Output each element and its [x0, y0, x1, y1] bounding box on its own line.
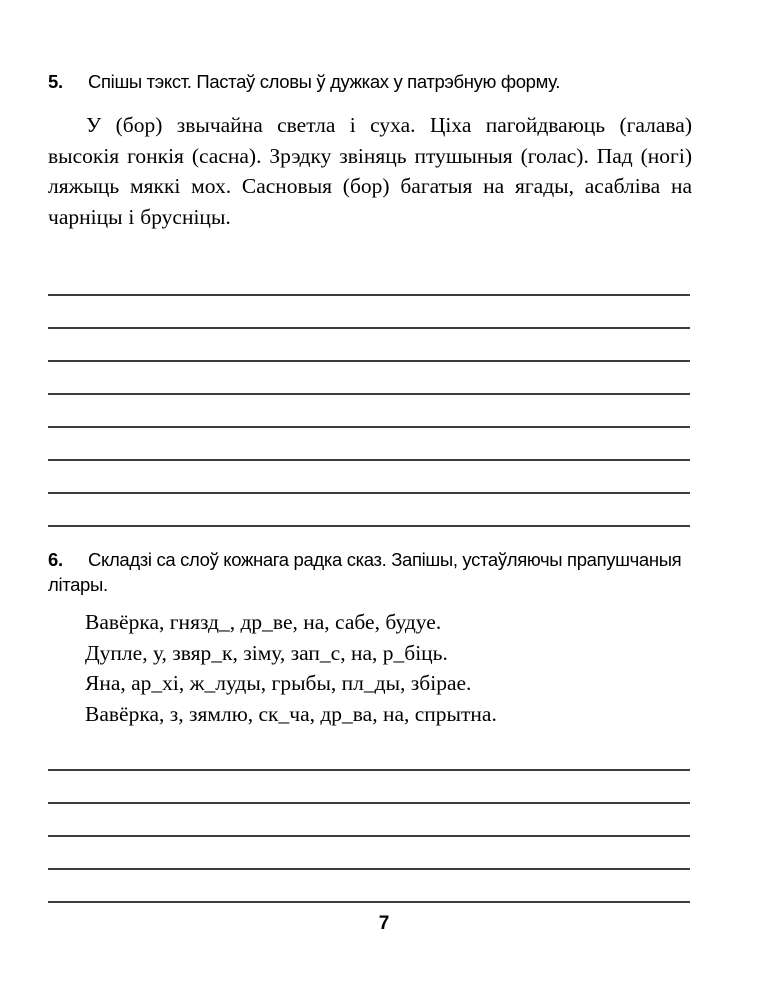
- exercise-5-heading: [48, 69, 692, 94]
- writing-rule[interactable]: [48, 360, 690, 362]
- page-number: 7: [378, 913, 390, 934]
- writing-rule[interactable]: [48, 393, 690, 395]
- writing-rule[interactable]: [48, 525, 690, 527]
- writing-rule[interactable]: [48, 769, 690, 771]
- exercise-6-heading: [48, 547, 692, 597]
- word-line: Дупле, у, звяр_к, зіму, зап_с, на, р_біць.: [85, 640, 448, 665]
- exercise-6-number: 6.: [48, 549, 63, 570]
- writing-rule[interactable]: [48, 868, 690, 870]
- exercise-6-word-lines: [85, 607, 695, 729]
- writing-rule[interactable]: [48, 835, 690, 837]
- writing-rule[interactable]: [48, 327, 690, 329]
- writing-rule[interactable]: [48, 492, 690, 494]
- exercise-5-number: 5.: [48, 71, 63, 92]
- writing-rule[interactable]: [48, 802, 690, 804]
- writing-rule[interactable]: [48, 901, 690, 903]
- writing-rule[interactable]: [48, 426, 690, 428]
- exercise-5-heading-text: Спішы тэкст. Пастаў словы ў дужках у патрэбную форму.: [88, 71, 560, 92]
- word-line: Яна, ар_хі, ж_луды, грыбы, пл_ды, збірае.: [85, 671, 472, 695]
- word-line: Вавёрка, з, зямлю, ск_ча, др_ва, на, спрытна.: [85, 701, 497, 726]
- exercise-5-text: У (бор) звычайна светла і суха. Ціха пагойдваюць (галава) высокія гонкія (сасна). Зрэдку звіняць птушыныя (голас). Пад (ногі) ляжыць мяккі мох. Сасновыя (бор) багатыя на ягады, асабліва на чарніцы і брусніцы.: [48, 113, 692, 229]
- exercise-5-answer-lines[interactable]: [48, 294, 690, 527]
- writing-rule[interactable]: [48, 459, 690, 461]
- writing-rule[interactable]: [48, 294, 690, 296]
- exercise-6-answer-lines[interactable]: [48, 769, 690, 903]
- exercise-6-heading-text: Складзі са слоў кожнага радка сказ. Запішы, устаўляючы прапушчаныя літары.: [48, 549, 682, 595]
- word-line: Вавёрка, гнязд_, др_ве, на, сабе, будуе.: [85, 610, 442, 634]
